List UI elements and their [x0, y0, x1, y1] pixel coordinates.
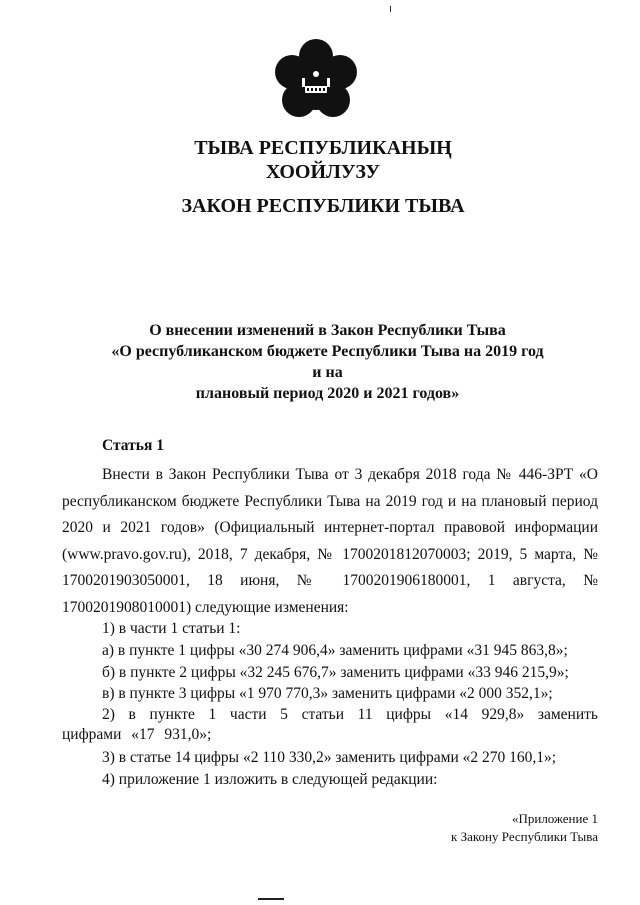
subject-line2: «О республиканском бюджете Республики Тыва на 2019 год и на — [111, 343, 544, 381]
title-russian: ЗАКОН РЕСПУБЛИКИ ТЫВА — [181, 195, 465, 217]
scan-mark — [390, 6, 391, 12]
annex-line2: к Закону Республики Тыва — [451, 829, 598, 844]
title-tuvan-line1: ТЫВА РЕСПУБЛИКАНЫҢ — [194, 137, 452, 159]
list-item: б) в пункте 2 цифры «32 245 676,7» заменить цифрами «33 946 215,9»; — [102, 663, 569, 681]
subject-line1: О внесении изменений в Закон Республики Тыва — [149, 322, 506, 339]
title-tuvan — [3, 136, 640, 184]
list-item: а) в пункте 1 цифры «30 274 906,4» заменить цифрами «31 945 863,8»; — [102, 641, 568, 659]
annex-line1: «Приложение 1 — [511, 811, 598, 826]
list-item: 3) в статье 14 цифры «2 110 330,2» заменить цифрами «2 270 160,1»; — [102, 749, 557, 767]
coat-of-arms — [272, 38, 360, 126]
list-item: в) в пункте 3 цифры «1 970 770,3» заменить цифрами «2 000 352,1»; — [102, 685, 553, 703]
list-item: 1) в части 1 статьи 1: — [102, 620, 241, 637]
annex-reference — [451, 810, 598, 846]
amendment-list — [62, 618, 598, 791]
article-heading: Статья 1 — [102, 437, 164, 454]
page-footer-mark — [258, 898, 284, 900]
law-subject — [110, 320, 545, 404]
list-item: 4) приложение 1 изложить в следующей редакции: — [102, 770, 438, 788]
list-item: 2) в пункте 1 части 5 статьи 11 цифры «14 929,8» заменить цифрами «17 931,0»; — [62, 706, 598, 744]
intro-paragraph: Внести в Закон Республики Тыва от 3 декабря 2018 года № 446-ЗРТ «О республиканском бюджете Республики Тыва на 2019 год и на плановый период 2020 и 2021 годов» (Официальный интернет-портал правовой информации (www.pravo.gov.ru), 2018, 7 декабря, № 1700201812070003; 2019, 5 марта, № 1700201903050001, 18 июня, № 1700201906180001, 1 августа, № 1700201908010001) следующие изменения: — [62, 466, 598, 616]
title-tuvan-line2: ХООЙЛУЗУ — [265, 161, 381, 183]
article-intro — [62, 462, 598, 621]
subject-line3: плановый период 2020 и 2021 годов» — [195, 385, 460, 402]
tuva-coat-of-arms-icon — [272, 38, 360, 126]
